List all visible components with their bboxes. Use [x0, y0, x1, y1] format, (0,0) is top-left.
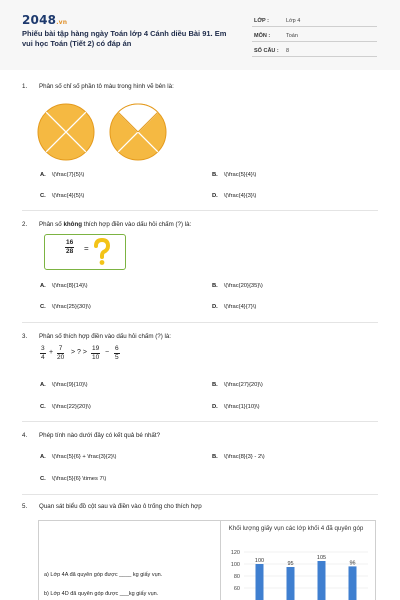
option-text: \(\frac{9}{10}\)	[51, 382, 88, 388]
fraction-numerator: 16	[66, 239, 74, 246]
option-letter: B.	[212, 172, 218, 178]
circle-full	[38, 104, 94, 160]
question-text	[39, 221, 191, 228]
bar-value-label: 105	[316, 555, 327, 561]
question-text: Quan sát biểu đồ cột sau và điền vào ô trống cho thích hợp	[39, 503, 202, 510]
fraction-6-5	[114, 345, 120, 362]
meta-count-label: SỐ CÂU :	[254, 48, 279, 54]
minus-sign: −	[105, 349, 110, 356]
question-number: 4.	[22, 432, 28, 439]
meta-count-value: 8	[286, 48, 290, 54]
logo-suffix: .vn	[56, 19, 68, 26]
option-letter: B.	[212, 382, 218, 388]
option-letter: D.	[212, 304, 218, 310]
option-text: \(\frac{5}{6} \times 7\)	[51, 476, 107, 482]
meta-subject-label: MÔN :	[254, 33, 271, 39]
bar-value-label: 100	[254, 558, 265, 564]
option-text: \(\frac{5}{6} + \frac{3}{2}\)	[51, 454, 117, 460]
fraction-denominator: 28	[66, 248, 74, 255]
question-number: 1.	[22, 83, 28, 90]
option-letter: C.	[40, 304, 46, 310]
fraction-7-20	[57, 345, 64, 362]
q1-option-b[interactable]	[212, 172, 256, 178]
option-text: \(\frac{4}{3}\)	[223, 193, 257, 199]
q4-option-b[interactable]	[212, 454, 265, 460]
chart-title: Khối lượng giấy vụn các lớp khối 4 đã quyên góp	[228, 525, 364, 532]
equation-box	[44, 234, 126, 270]
option-letter: B.	[212, 283, 218, 289]
meta-count	[252, 46, 377, 57]
option-text: \(\frac{8}{14}\)	[51, 283, 88, 289]
question-text: Phép tính nào dưới đây có kết quả bé nhất?	[39, 432, 161, 439]
y-tick-label: 120	[230, 550, 240, 556]
question-number: 3.	[22, 333, 28, 340]
bar-3	[318, 561, 326, 600]
option-text: \(\frac{5}{4}\)	[223, 172, 257, 178]
q3-option-c[interactable]	[40, 404, 91, 410]
question-divider	[22, 421, 378, 422]
circle-partial	[110, 104, 166, 160]
question-divider	[22, 322, 378, 323]
option-text: \(\frac{1}{10}\)	[223, 404, 260, 410]
fraction-numerator: 6	[115, 345, 119, 352]
worksheet-title: Phiếu bài tập hàng ngày Toán lớp 4 Cánh diều Bài 91. Em vui học Toán (Tiết 2) có đáp án	[22, 29, 227, 48]
q3-option-b[interactable]	[212, 382, 263, 388]
option-letter: C.	[40, 476, 46, 482]
meta-class	[252, 16, 377, 27]
option-letter: D.	[212, 404, 218, 410]
option-letter: A.	[40, 283, 46, 289]
fill-line-b[interactable]: b) Lớp 4D đã quyên góp được ___kg giấy vụn.	[44, 591, 159, 597]
meta-class-value: Lớp 4	[286, 18, 301, 24]
fraction-denominator: 20	[57, 354, 65, 361]
question-text: Phân số thích hợp điền vào dấu hỏi chấm (?) là:	[39, 333, 172, 340]
fraction-denominator: 10	[92, 354, 100, 361]
plus-sign: +	[49, 349, 54, 356]
meta-subject	[252, 31, 377, 42]
q1-option-c[interactable]	[40, 193, 84, 199]
y-tick-label: 60	[233, 586, 240, 592]
y-tick-label: 80	[233, 574, 240, 580]
option-letter: A.	[40, 382, 46, 388]
fraction-denominator: 5	[115, 354, 119, 361]
question-divider	[22, 210, 378, 211]
fill-line-a[interactable]: a) Lớp 4A đã quyên góp được ____ kg giấy vụn.	[44, 572, 163, 578]
option-text: \(\frac{25}{30}\)	[51, 304, 91, 310]
option-letter: A.	[40, 172, 46, 178]
fraction-19-10	[91, 345, 100, 362]
fraction-3-4	[40, 345, 46, 362]
inequality-signs: > ? >	[71, 349, 87, 356]
q2-option-d[interactable]	[212, 304, 256, 310]
y-tick-label: 100	[230, 562, 240, 568]
bar-4	[349, 566, 357, 600]
bar-value-label: 95	[287, 561, 294, 567]
bar-2	[287, 567, 295, 600]
question-text-bold: không	[63, 221, 82, 228]
site-logo[interactable]	[22, 13, 67, 27]
option-text: \(\frac{20}{35}\)	[223, 283, 263, 289]
option-text: \(\frac{4}{7}\)	[223, 304, 257, 310]
question-text-after: thích hợp điền vào dấu hỏi chấm (?) là:	[82, 221, 192, 228]
option-text: \(\frac{7}{5}\)	[51, 172, 85, 178]
meta-subject-value: Toán	[286, 33, 298, 39]
equals-sign: =	[84, 244, 89, 253]
question-mark-icon	[93, 238, 111, 266]
question-text: Phân số chỉ số phần tô màu trong hình vẽ bên là:	[39, 83, 174, 90]
fraction-numerator: 3	[41, 345, 45, 352]
option-letter: B.	[212, 454, 218, 460]
q3-option-a[interactable]	[40, 382, 88, 388]
fraction-denominator: 4	[41, 354, 45, 361]
question-text-before: Phân số	[39, 221, 64, 228]
table-column-divider	[220, 520, 221, 600]
option-text: \(\frac{4}{5}\)	[51, 193, 85, 199]
worksheet-header	[0, 0, 400, 70]
fraction-16-28	[65, 239, 74, 256]
q3-option-d[interactable]	[212, 404, 260, 410]
bar-value-label: 96	[349, 560, 356, 567]
option-text: \(\frac{22}{20}\)	[51, 404, 91, 410]
meta-class-label: LỚP :	[254, 18, 269, 24]
q4-option-a[interactable]	[40, 454, 116, 460]
question-number: 2.	[22, 221, 28, 228]
q2-option-b[interactable]	[212, 283, 263, 289]
bar-chart	[222, 545, 372, 600]
option-text: \(\frac{27}{20}\)	[223, 382, 263, 388]
q2-option-a[interactable]	[40, 283, 88, 289]
option-text: \(\frac{8}{3} - 2\)	[223, 454, 265, 460]
fraction-numerator: 19	[92, 345, 100, 352]
q1-option-d[interactable]	[212, 193, 256, 199]
option-letter: D.	[212, 193, 218, 199]
fraction-circles-figure	[36, 102, 172, 162]
option-letter: A.	[40, 454, 46, 460]
q2-option-c[interactable]	[40, 304, 91, 310]
logo-main: 2048	[22, 13, 57, 27]
option-letter: C.	[40, 193, 46, 199]
question-divider	[22, 494, 378, 495]
fraction-numerator: 7	[58, 345, 63, 352]
option-letter: C.	[40, 404, 46, 410]
q4-option-c[interactable]	[40, 476, 106, 482]
question-number: 5.	[22, 503, 28, 510]
q1-option-a[interactable]	[40, 172, 84, 178]
bar-1	[256, 564, 264, 600]
